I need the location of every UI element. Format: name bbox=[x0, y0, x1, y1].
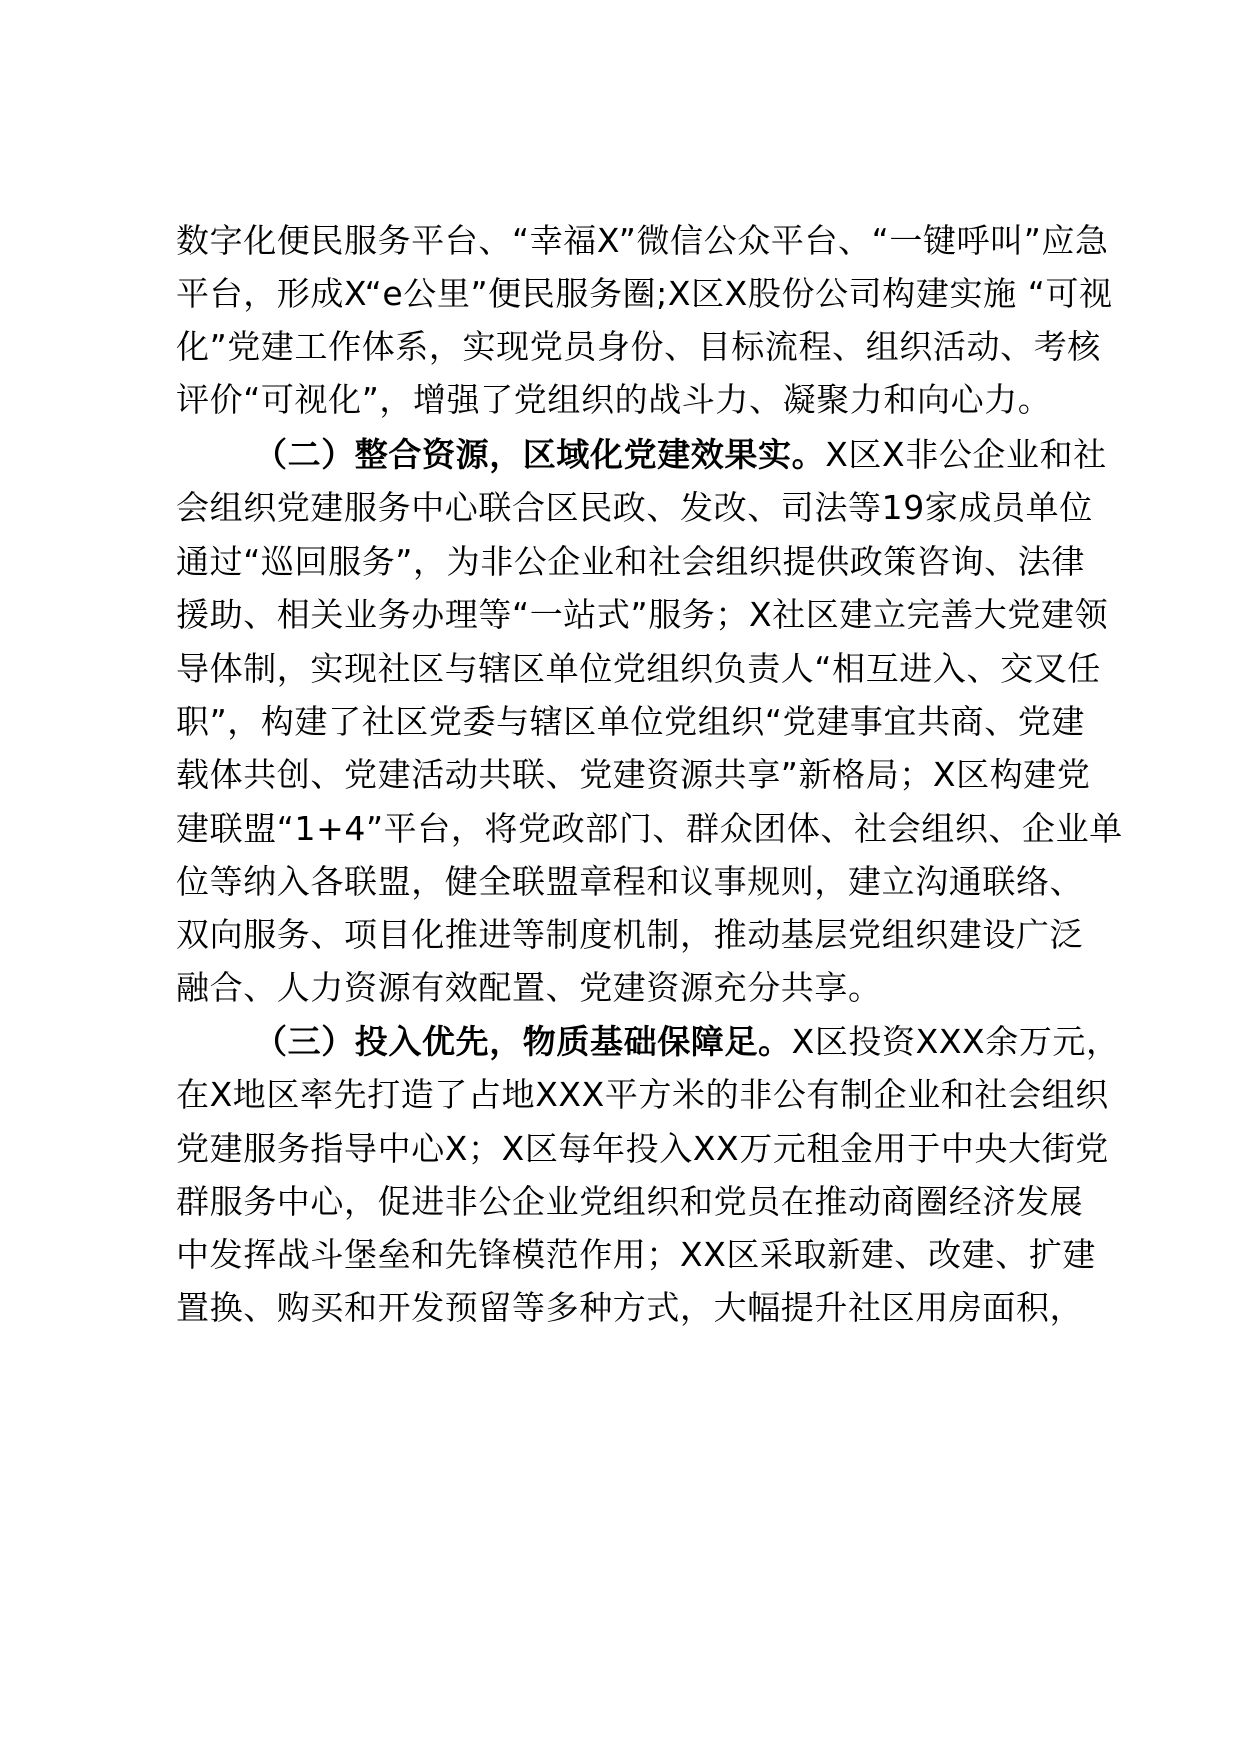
paragraph-line: 双向服务、项目化推进等制度机制，推动基层党组织建设广泛 bbox=[176, 915, 1084, 954]
section-2-first-line bbox=[254, 433, 1107, 477]
paragraph-line: 援助、相关业务办理等“一站式”服务；X社区建立完善大党建领 bbox=[176, 595, 1109, 634]
section-3-heading: （三）投入优先，物质基础保障足。 bbox=[254, 1022, 792, 1061]
paragraph-line: 在X地区率先打造了占地XXX平方米的非公有制企业和社会组织 bbox=[176, 1075, 1109, 1114]
paragraph-line: 平台，形成X“e公里”便民服务圈;X区X股份公司构建实施 “可视 bbox=[176, 274, 1113, 313]
paragraph-line: 载体共创、党建活动共联、党建资源共享”新格局；X区构建党 bbox=[176, 755, 1091, 794]
paragraph-line: 化”党建工作体系，实现党员身份、目标流程、组织活动、考核 bbox=[176, 327, 1101, 366]
paragraph-line: 位等纳入各联盟，健全联盟章程和议事规则，建立沟通联络、 bbox=[176, 862, 1084, 901]
paragraph-line: 数字化便民服务平台、“幸福X”微信公众平台、“一键呼叫”应急 bbox=[176, 221, 1109, 260]
section-2-text: X区X非公企业和社 bbox=[825, 435, 1107, 474]
paragraph-line: 评价“可视化”，增强了党组织的战斗力、凝聚力和向心力。 bbox=[176, 380, 1052, 419]
section-2-heading: （二）整合资源，区域化党建效果实。 bbox=[254, 435, 826, 474]
paragraph-line: 中发挥战斗堡垒和先锋模范作用；XX区采取新建、改建、扩建 bbox=[176, 1235, 1097, 1274]
paragraph-line: 融合、人力资源有效配置、党建资源充分共享。 bbox=[176, 968, 882, 1007]
paragraph-line: 导体制，实现社区与辖区单位党组织负责人“相互进入、交叉任 bbox=[176, 649, 1101, 688]
paragraph-line: 通过“巡回服务”，为非公企业和社会组织提供政策咨询、法律 bbox=[176, 542, 1085, 581]
paragraph-line: 群服务中心，促进非公企业党组织和党员在推动商圈经济发展 bbox=[176, 1182, 1084, 1221]
paragraph-line: 置换、购买和开发预留等多种方式，大幅提升社区用房面积， bbox=[176, 1288, 1084, 1327]
paragraph-line: 会组织党建服务中心联合区民政、发改、司法等19家成员单位 bbox=[176, 488, 1093, 527]
paragraph-line: 党建服务指导中心X；X区每年投入XX万元租金用于中央大街党 bbox=[176, 1129, 1109, 1168]
paragraph-line: 职”，构建了社区党委与辖区单位党组织“党建事宜共商、党建 bbox=[176, 702, 1085, 741]
paragraph-line: 建联盟“1+4”平台，将党政部门、群众团体、社会组织、企业单 bbox=[176, 809, 1123, 848]
section-3-text: X区投资XXX余万元， bbox=[791, 1022, 1120, 1061]
section-3-first-line bbox=[254, 1020, 1120, 1064]
